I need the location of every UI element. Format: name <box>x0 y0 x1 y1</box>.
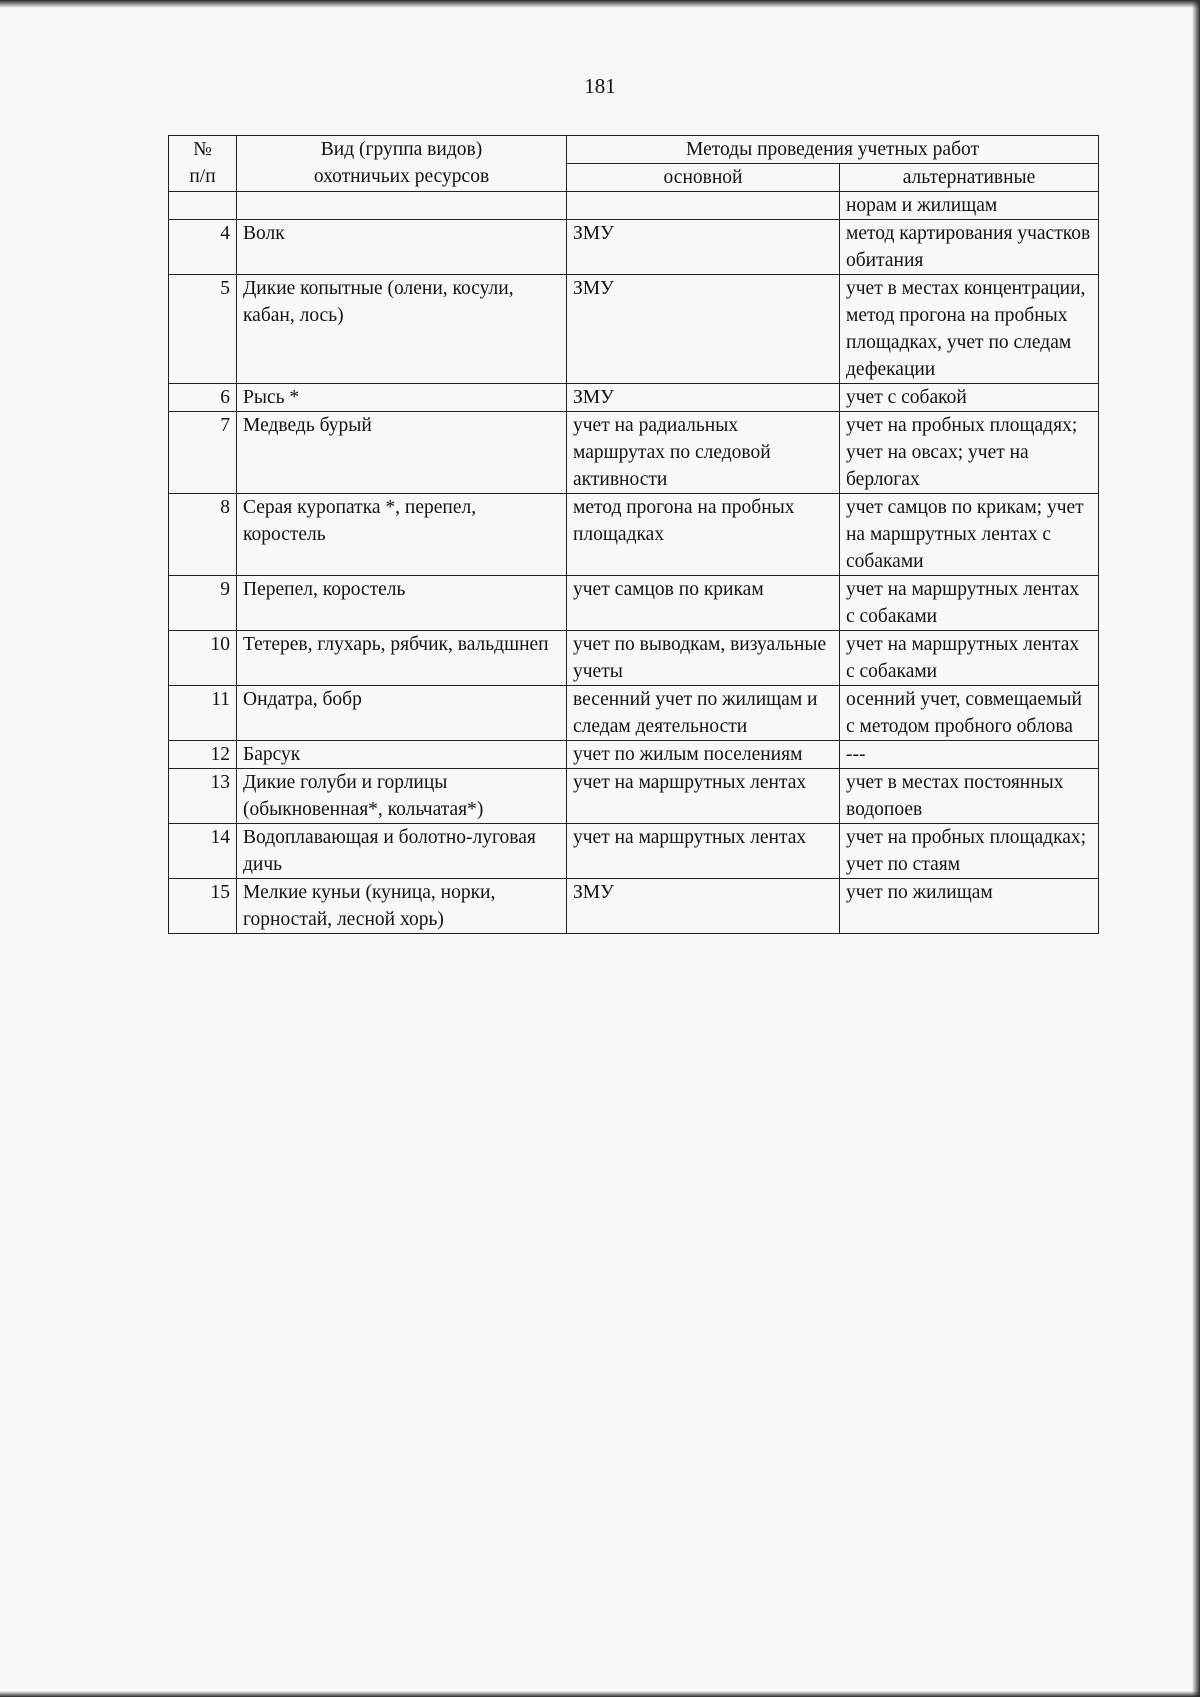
alt-method-cell: осенний учет, совмещаемый с методом пробного облова <box>840 686 1099 741</box>
alt-method-cell: учет в местах концентрации, метод прогона на пробных площадках, учет по следам дефекации <box>840 275 1099 384</box>
species-cell: Мелкие куньи (куница, норки, горностай, лесной хорь) <box>237 879 567 934</box>
table-row <box>169 412 1099 494</box>
alt-method-cell: учет самцов по крикам; учет на маршрутных лентах с собаками <box>840 494 1099 576</box>
scan-edge-bottom <box>0 1691 1200 1697</box>
hunting-resources-table <box>168 135 1099 934</box>
main-method-cell: ЗМУ <box>567 384 840 412</box>
row-number-cell: 15 <box>169 879 237 934</box>
header-num-label: № п/п <box>189 139 216 187</box>
species-cell: Волк <box>237 220 567 275</box>
row-number-cell: 7 <box>169 412 237 494</box>
species-cell: Барсук <box>237 741 567 769</box>
alt-method-cell: норам и жилищам <box>840 192 1099 220</box>
table-row <box>169 494 1099 576</box>
main-method-cell: учет по жилым поселениям <box>567 741 840 769</box>
species-cell: Ондатра, бобр <box>237 686 567 741</box>
row-number-cell: 4 <box>169 220 237 275</box>
species-cell: Перепел, коростель <box>237 576 567 631</box>
header-species <box>237 136 567 192</box>
alt-method-cell: учет на маршрутных лентах с собаками <box>840 576 1099 631</box>
alt-method-cell: метод картирования участков обитания <box>840 220 1099 275</box>
species-cell: Медведь бурый <box>237 412 567 494</box>
alt-method-cell: учет по жилищам <box>840 879 1099 934</box>
table-row <box>169 631 1099 686</box>
table-row <box>169 220 1099 275</box>
table-body <box>169 192 1099 934</box>
main-method-cell: ЗМУ <box>567 879 840 934</box>
alt-method-cell: --- <box>840 741 1099 769</box>
row-number-cell: 8 <box>169 494 237 576</box>
alt-method-cell: учет в местах постоянных водопоев <box>840 769 1099 824</box>
alt-method-cell: учет на пробных площадях; учет на овсах; учет на берлогах <box>840 412 1099 494</box>
main-method-cell: ЗМУ <box>567 220 840 275</box>
row-number-cell: 12 <box>169 741 237 769</box>
table-row <box>169 879 1099 934</box>
row-number-cell: 5 <box>169 275 237 384</box>
table-row <box>169 576 1099 631</box>
main-method-cell <box>567 192 840 220</box>
main-method-cell: ЗМУ <box>567 275 840 384</box>
alt-method-cell: учет на маршрутных лентах с собаками <box>840 631 1099 686</box>
row-number-cell: 10 <box>169 631 237 686</box>
main-method-cell: метод прогона на пробных площадках <box>567 494 840 576</box>
header-methods: Методы проведения учетных работ <box>567 136 1099 164</box>
table-row <box>169 686 1099 741</box>
main-method-cell: учет самцов по крикам <box>567 576 840 631</box>
scan-edge-right <box>1192 0 1200 1697</box>
header-alt-method: альтернативные <box>840 164 1099 192</box>
table-row <box>169 769 1099 824</box>
species-cell: Дикие голуби и горлицы (обыкновенная*, кольчатая*) <box>237 769 567 824</box>
row-number-cell: 9 <box>169 576 237 631</box>
main-method-cell: учет по выводкам, визуальные учеты <box>567 631 840 686</box>
scan-edge-top <box>0 0 1200 8</box>
table-row <box>169 384 1099 412</box>
species-cell: Тетерев, глухарь, рябчик, вальдшнеп <box>237 631 567 686</box>
table-header-row <box>169 136 1099 164</box>
main-method-cell: весенний учет по жилищам и следам деятельности <box>567 686 840 741</box>
row-number-cell: 6 <box>169 384 237 412</box>
row-number-cell: 13 <box>169 769 237 824</box>
row-number-cell: 14 <box>169 824 237 879</box>
main-method-cell: учет на маршрутных лентах <box>567 769 840 824</box>
species-cell: Дикие копытные (олени, косули, кабан, лось) <box>237 275 567 384</box>
main-method-cell: учет на радиальных маршрутах по следовой активности <box>567 412 840 494</box>
header-species-label: Вид (группа видов) охотничьих ресурсов <box>313 139 490 187</box>
main-method-cell: учет на маршрутных лентах <box>567 824 840 879</box>
species-cell: Водоплавающая и болотно-луговая дичь <box>237 824 567 879</box>
row-number-cell <box>169 192 237 220</box>
table-row <box>169 741 1099 769</box>
header-main-method: основной <box>567 164 840 192</box>
table-row <box>169 275 1099 384</box>
species-cell: Рысь * <box>237 384 567 412</box>
table-row <box>169 192 1099 220</box>
alt-method-cell: учет с собакой <box>840 384 1099 412</box>
page-number: 181 <box>584 74 616 98</box>
row-number-cell: 11 <box>169 686 237 741</box>
species-cell: Серая куропатка *, перепел, коростель <box>237 494 567 576</box>
alt-method-cell: учет на пробных площадках; учет по стаям <box>840 824 1099 879</box>
table-row <box>169 824 1099 879</box>
species-cell <box>237 192 567 220</box>
header-num <box>169 136 237 192</box>
